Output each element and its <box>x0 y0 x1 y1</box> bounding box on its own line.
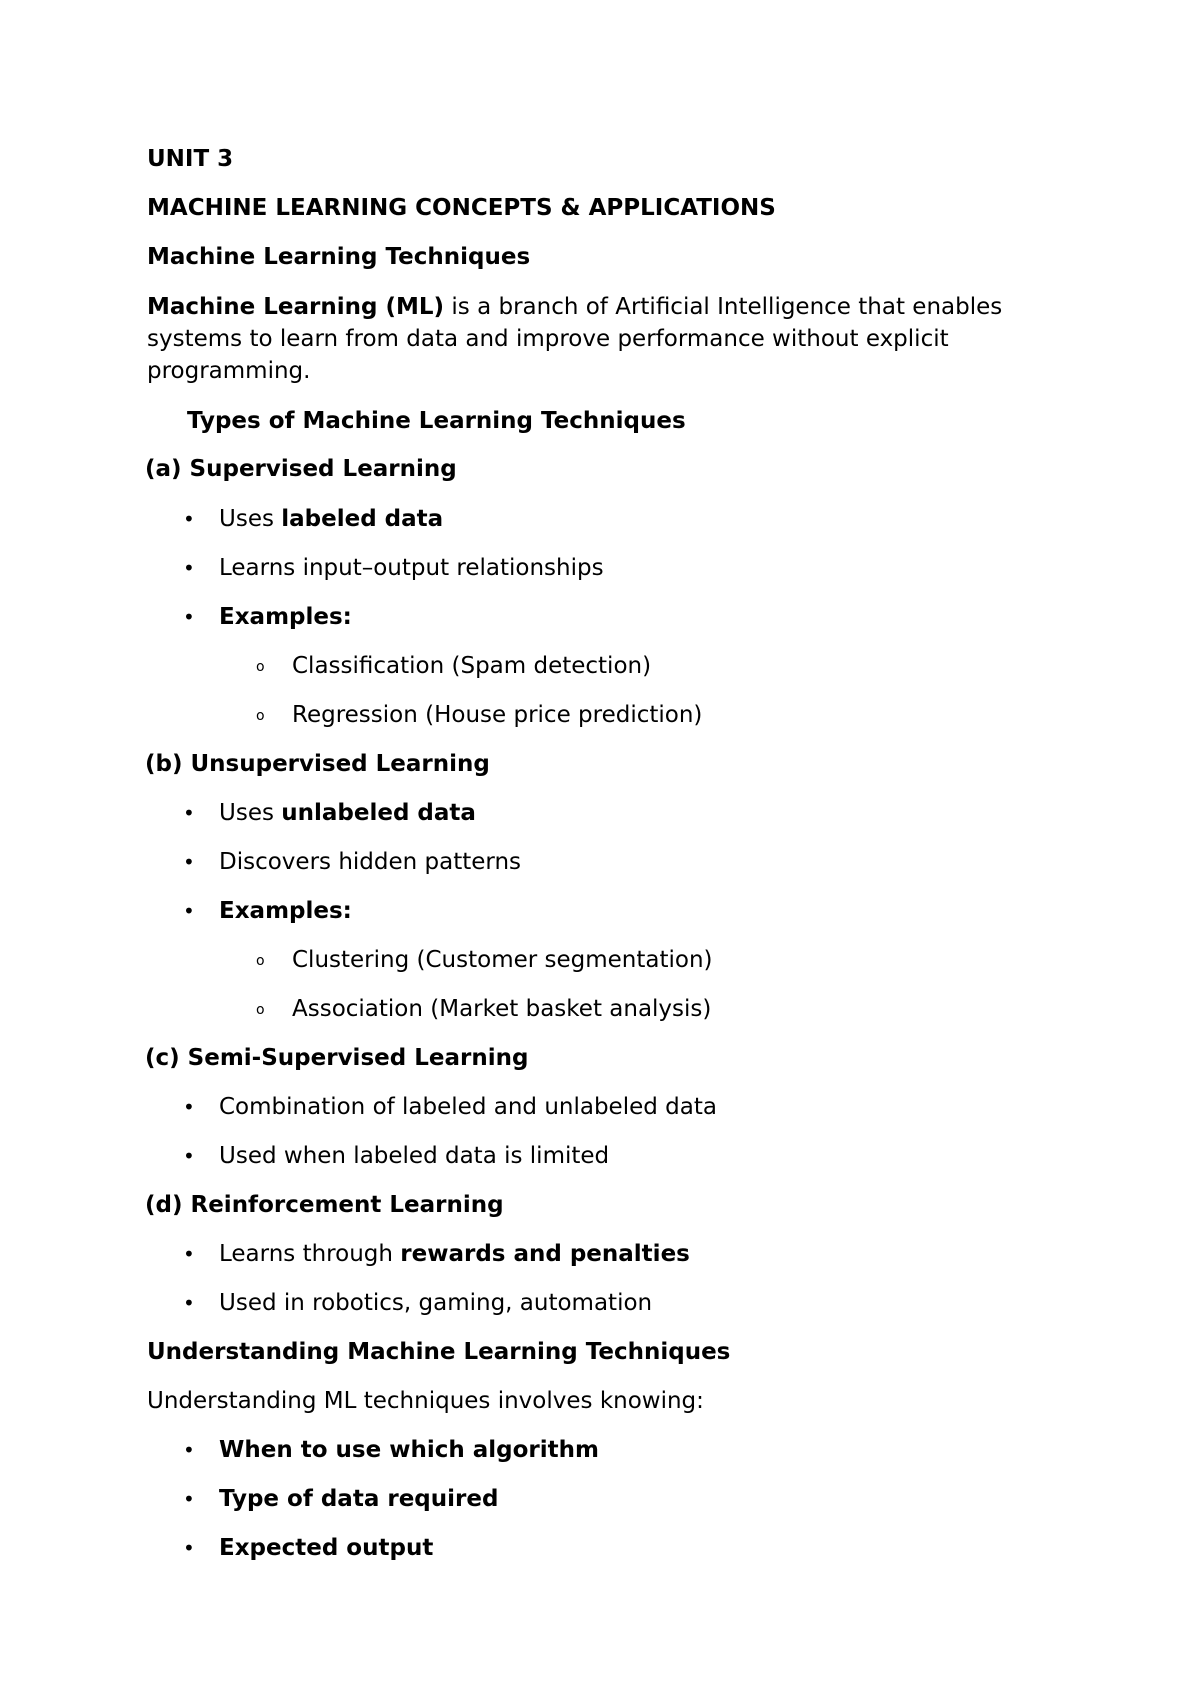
sub-bullet-glyph: o <box>256 953 265 969</box>
sub-bullet-glyph: o <box>256 659 265 675</box>
list-item: Used when labeled data is limited <box>219 1143 610 1169</box>
bullet-glyph: • <box>183 801 195 825</box>
bullet-glyph: • <box>183 1487 195 1511</box>
list-item: Learns through rewards and penalties <box>219 1241 690 1267</box>
sub-list-item: Regression (House price prediction) <box>292 702 703 728</box>
bullet-glyph: • <box>183 605 195 629</box>
bullet-glyph: • <box>183 556 195 580</box>
unsupervised-heading: (b) Unsupervised Learning <box>145 751 490 777</box>
section-heading: Machine Learning Techniques <box>147 244 531 270</box>
list-item: Examples: <box>219 898 352 924</box>
list-item: When to use which algorithm <box>219 1437 599 1463</box>
intro-paragraph <box>147 291 1077 387</box>
unit-label: UNIT 3 <box>147 146 234 172</box>
list-item: Discovers hidden patterns <box>219 849 522 875</box>
intro-text: is a branch of Artificial Intelligence that enables systems to learn from data and improve performance without explicit programming. <box>147 294 1003 384</box>
bullet-glyph: • <box>183 850 195 874</box>
list-item: Expected output <box>219 1535 434 1561</box>
list-item: Used in robotics, gaming, automation <box>219 1290 653 1316</box>
understanding-heading: Understanding Machine Learning Techniques <box>147 1339 731 1365</box>
bullet-glyph: • <box>183 1242 195 1266</box>
supervised-heading: (a) Supervised Learning <box>145 456 457 482</box>
sub-bullet-glyph: o <box>256 708 265 724</box>
list-item: Learns input–output relationships <box>219 555 604 581</box>
list-item: Combination of labeled and unlabeled data <box>219 1094 717 1120</box>
understanding-intro: Understanding ML techniques involves knowing: <box>147 1388 704 1414</box>
document-title: MACHINE LEARNING CONCEPTS & APPLICATIONS <box>147 195 776 221</box>
list-item: Uses labeled data <box>219 506 444 532</box>
list-item: Uses unlabeled data <box>219 800 476 826</box>
list-item: Examples: <box>219 604 352 630</box>
semi-supervised-heading: (c) Semi-Supervised Learning <box>145 1045 529 1071</box>
sub-bullet-glyph: o <box>256 1002 265 1018</box>
bullet-glyph: • <box>183 1438 195 1462</box>
types-heading: Types of Machine Learning Techniques <box>187 408 686 434</box>
reinforcement-heading: (d) Reinforcement Learning <box>145 1192 504 1218</box>
bullet-glyph: • <box>183 1095 195 1119</box>
bullet-glyph: • <box>183 507 195 531</box>
bullet-glyph: • <box>183 1291 195 1315</box>
intro-term: Machine Learning (ML) <box>147 294 445 320</box>
sub-list-item: Association (Market basket analysis) <box>292 996 712 1022</box>
bullet-glyph: • <box>183 899 195 923</box>
sub-list-item: Classification (Spam detection) <box>292 653 652 679</box>
list-item: Type of data required <box>219 1486 499 1512</box>
bullet-glyph: • <box>183 1144 195 1168</box>
sub-list-item: Clustering (Customer segmentation) <box>292 947 713 973</box>
bullet-glyph: • <box>183 1536 195 1560</box>
